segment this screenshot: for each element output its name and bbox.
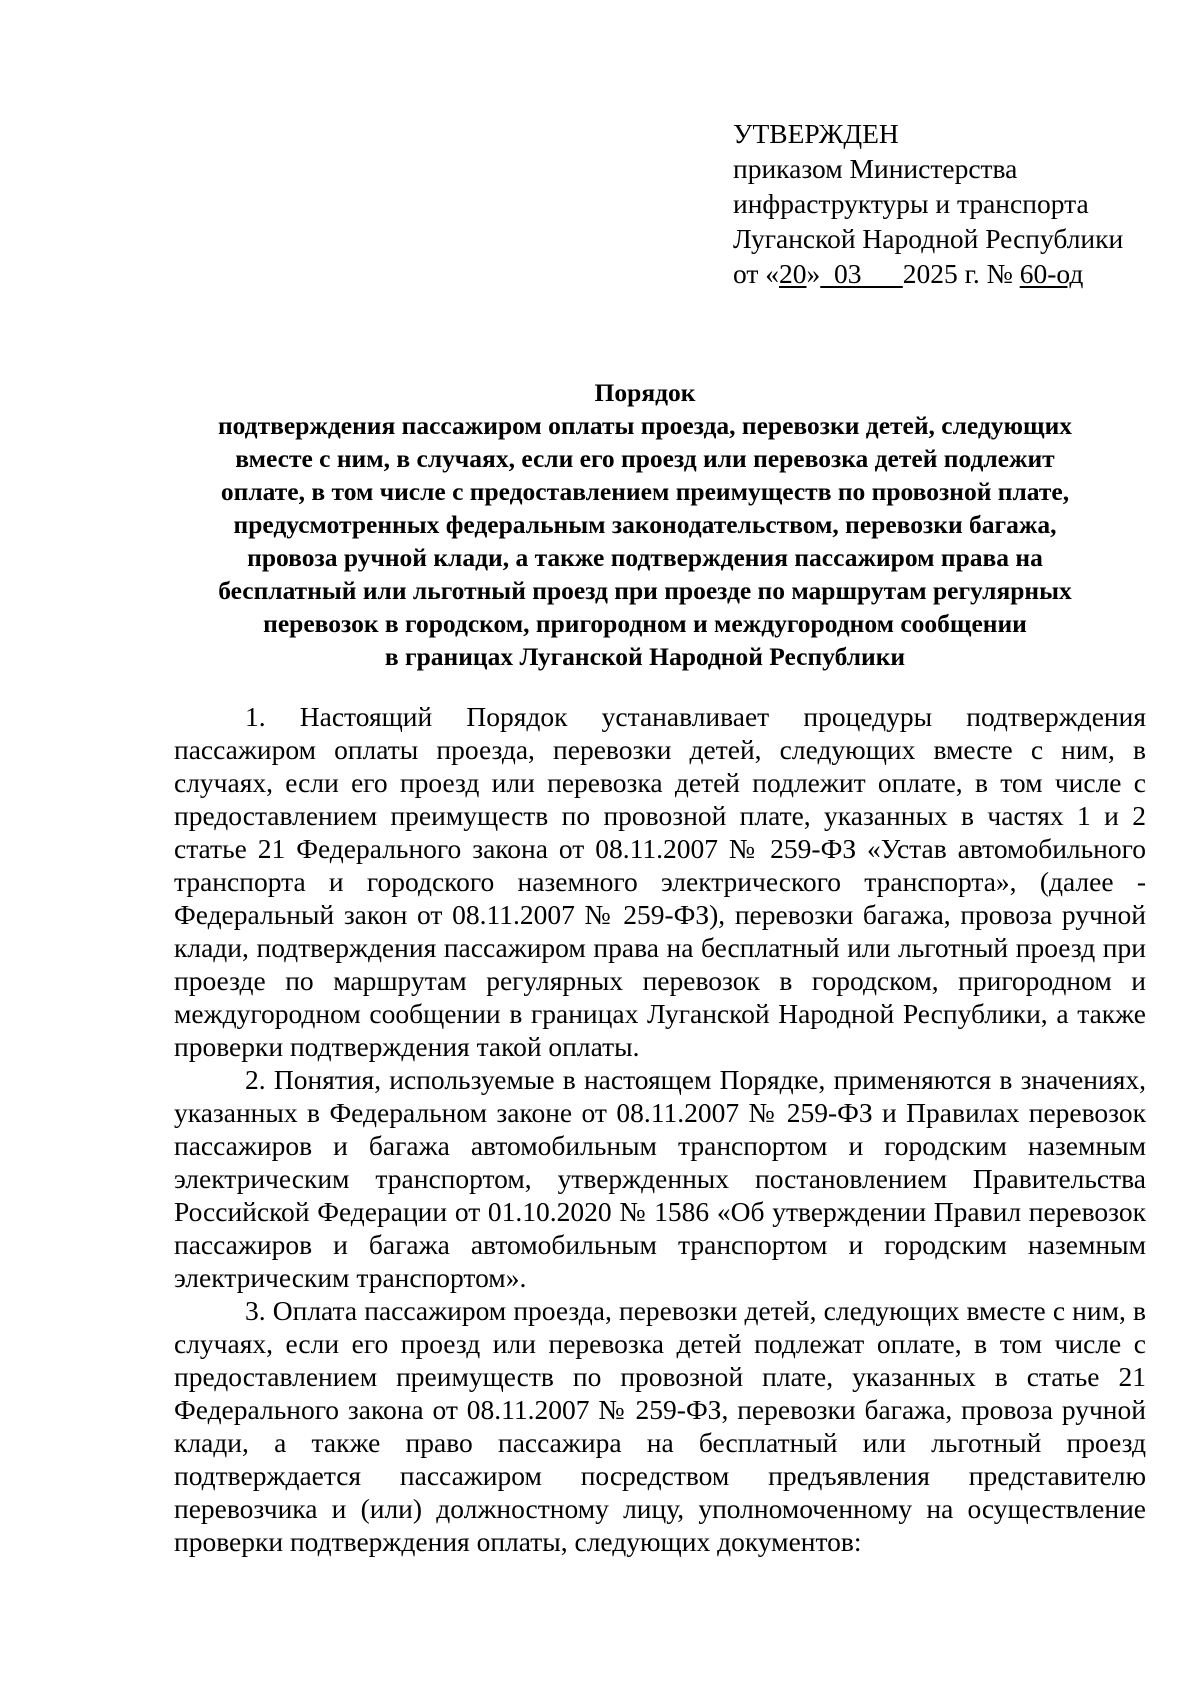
date-day-suffix: »: [806, 258, 821, 289]
date-prefix: от «: [733, 258, 780, 289]
approval-line: инфраструктуры и транспорта: [733, 188, 1089, 219]
approval-date-line: [733, 256, 1173, 291]
paragraph-2: 2. Понятия, используемые в настоящем Порядке, применяются в значениях, указанных в Федеральном законе от 08.11.2007 № 259-ФЗ и Правилах перевозок пассажиров и багажа автомобильным транспортом и городским наземным электрическим транспортом, утвержденных постановлением Правительства Российской Федерации от 01.10.2020 № 1586 «Об утверждении Правил перевозок пассажиров и багажа автомобильным транспортом и городским наземным электрическим транспортом».: [174, 1064, 1146, 1293]
approval-month: 03: [834, 258, 862, 289]
document-body: [174, 700, 1146, 1558]
approval-year: 2025 г.: [902, 258, 980, 289]
approval-stamp-block: [733, 116, 1173, 291]
document-heading: [150, 376, 1140, 673]
approval-title: УТВЕРЖДЕН: [733, 118, 899, 149]
paragraph-1: 1. Настоящий Порядок устанавливает процедуры подтверждения пассажиром оплаты проезда, перевозки детей, следующих вместе с ним, в случаях, если его проезд или перевозка детей подлежит оплате, в том числе с предоставлением преимуществ по провозной плате, указанных в частях 1 и 2 статье 21 Федерального закона от 08.11.2007 № 259-ФЗ «Устав автомобильного транспорта и городского наземного электрического транспорта», (далее - Федеральный закон от 08.11.2007 № 259-ФЗ), перевозки багажа, провоза ручной клади, подтверждения пассажиром права на бесплатный или льготный проезд при проезде по маршрутам регулярных перевозок в городском, пригородном и междугородном сообщении в границах Луганской Народной Республики, а также проверки подтверждения такой оплаты.: [174, 701, 1146, 1062]
document-subtitle-line: предусмотренных федеральным законодательством, перевозки багажа,: [233, 510, 1057, 539]
number-prefix: №: [979, 258, 1020, 289]
approval-line: Луганской Народной Республики: [733, 223, 1124, 254]
document-subtitle-line: бесплатный или льготный проезд при проезде по маршрутам регулярных: [218, 576, 1072, 605]
document-subtitle-line: в границах Луганской Народной Республики: [384, 642, 906, 671]
document-subtitle-line: перевозок в городском, пригородном и междугородном сообщении: [263, 609, 1027, 638]
document-subtitle-line: вместе с ним, в случаях, если его проезд или перевозка детей подлежит: [235, 444, 1055, 473]
document-subtitle-line: провоза ручной клади, а также подтверждения пассажиром права на: [247, 543, 1043, 572]
approval-line: приказом Министерства: [733, 153, 1018, 184]
document-subtitle-line: подтверждения пассажиром оплаты проезда, перевозки детей, следующих: [217, 411, 1073, 440]
document-subtitle-line: оплате, в том числе с предоставлением преимуществ по провозной плате,: [220, 477, 1070, 506]
paragraph-3: 3. Оплата пассажиром проезда, перевозки детей, следующих вместе с ним, в случаях, если его проезд или перевозка детей подлежат оплате, в том числе с предоставлением преимуществ по провозной плате, указанных в статье 21 Федерального закона от 08.11.2007 № 259-ФЗ, перевозки багажа, провоза ручной клади, а также право пассажира на бесплатный или льготный проезд подтверждается пассажиром посредством предъявления представителю перевозчика и (или) должностному лицу, уполномоченному на осуществление проверки подтверждения оплаты, следующих документов:: [174, 1295, 1146, 1557]
document-title: Порядок: [594, 378, 696, 407]
approval-day: 20: [779, 258, 807, 289]
approval-number: 60-од: [1019, 258, 1084, 289]
